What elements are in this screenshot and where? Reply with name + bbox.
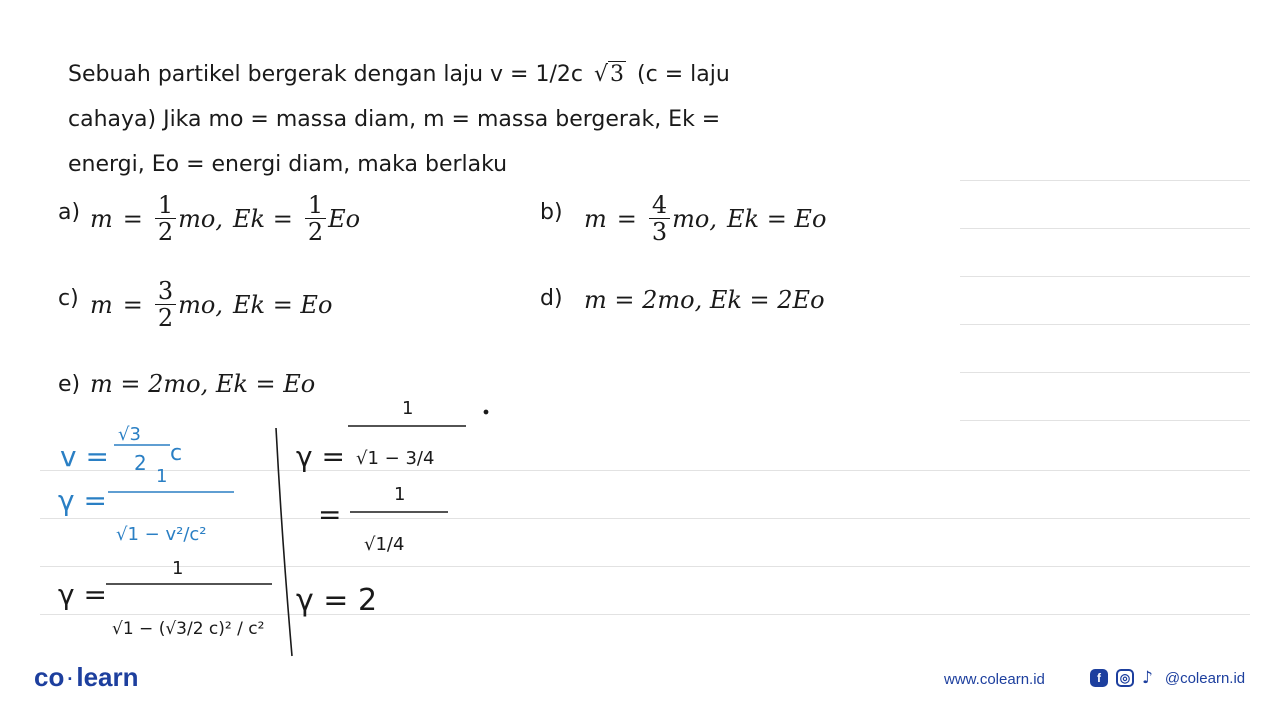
fraction-denominator: 2 bbox=[307, 218, 324, 246]
question-line-2: cahaya) Jika mo = massa diam, m = massa bergerak, Ek = bbox=[68, 107, 721, 132]
logo-co: co bbox=[34, 662, 65, 692]
fraction-denominator: 3 bbox=[651, 218, 668, 246]
social-links bbox=[1090, 668, 1245, 688]
option-c-formula[interactable]: m = $\frac{3}{2}$ mo, Ek = Eo bbox=[90, 277, 333, 332]
option-c-ek: Ek = Eo bbox=[233, 290, 333, 319]
fraction-numerator: 3 bbox=[155, 278, 176, 305]
hw-result: γ = 2 bbox=[296, 583, 378, 618]
hw-right-gamma-1: γ = bbox=[296, 440, 345, 473]
logo-learn: learn bbox=[76, 662, 139, 692]
option-b-m-tail: mo, bbox=[672, 204, 717, 233]
option-a-ek-label: Ek = bbox=[233, 204, 293, 233]
hw-right-1-den: √1 − 3/4 bbox=[356, 448, 435, 469]
option-c-label[interactable]: c) bbox=[58, 286, 79, 311]
question-line-1-start: Sebuah partikel bergerak dengan laju v = 1/2c bbox=[68, 62, 583, 87]
fraction-denominator: 2 bbox=[157, 218, 174, 246]
facebook-icon[interactable]: f bbox=[1090, 669, 1108, 687]
hw-gamma-1: γ = bbox=[58, 484, 107, 517]
hw-right-eq: = bbox=[318, 498, 342, 531]
option-b-ek: Ek = Eo bbox=[727, 204, 827, 233]
fraction-numerator: 1 bbox=[155, 192, 176, 219]
hw-gamma-1-den: √1 − v²/c² bbox=[116, 524, 207, 545]
sqrt-expression: √3 bbox=[593, 62, 625, 87]
option-e-label[interactable]: e) bbox=[58, 372, 81, 397]
fraction-numerator: 1 bbox=[305, 192, 326, 219]
hw-gamma-1-num: 1 bbox=[156, 466, 168, 487]
hw-v-tail: c bbox=[170, 441, 183, 466]
hw-dot bbox=[484, 410, 487, 413]
hw-v-num: √3 bbox=[118, 424, 141, 445]
fraction-numerator: 4 bbox=[649, 192, 670, 219]
website-url[interactable]: www.colearn.id bbox=[944, 671, 1045, 688]
option-a-label[interactable]: a) bbox=[58, 200, 81, 225]
logo-dot: · bbox=[67, 668, 74, 689]
question-line-1-end: (c = laju bbox=[637, 62, 730, 87]
option-d-label[interactable]: d) bbox=[540, 286, 563, 311]
hw-right-2-num: 1 bbox=[394, 484, 406, 505]
option-a-ek-tail: Eo bbox=[328, 204, 361, 233]
social-handle[interactable]: @colearn.id bbox=[1164, 669, 1246, 687]
hw-gamma-2-den: √1 − (√3/2 c)² / c² bbox=[112, 619, 265, 639]
option-c-m-tail: mo, bbox=[178, 290, 223, 319]
tiktok-icon[interactable]: ♪ bbox=[1142, 668, 1153, 688]
hw-divider-line bbox=[276, 428, 292, 656]
option-b-formula[interactable]: m = $\frac{4}{3}$ mo, Ek = Eo bbox=[584, 191, 827, 246]
sqrt-radicand: 3 bbox=[610, 62, 625, 87]
option-d-formula[interactable]: m = 2mo, Ek = 2Eo bbox=[584, 286, 825, 314]
hw-v-eq: v = bbox=[60, 440, 109, 473]
hw-gamma-2-num: 1 bbox=[172, 558, 184, 579]
option-b-label[interactable]: b) bbox=[540, 200, 563, 225]
colearn-logo[interactable] bbox=[34, 662, 139, 693]
hw-gamma-2: γ = bbox=[58, 578, 107, 611]
hw-right-1-num: 1 bbox=[402, 398, 414, 419]
hw-v-den: 2 bbox=[134, 451, 147, 475]
question-line-3: energi, Eo = energi diam, maka berlaku bbox=[68, 152, 508, 177]
option-a-m-tail: mo, bbox=[178, 204, 223, 233]
option-e-formula[interactable]: m = 2mo, Ek = Eo bbox=[90, 370, 316, 398]
option-a-formula[interactable]: m = $\frac{1}{2}$ mo, Ek = $\frac{1}{2}$ Eo bbox=[90, 191, 361, 246]
instagram-icon[interactable]: ◎ bbox=[1116, 669, 1134, 687]
hw-right-2-den: √1/4 bbox=[364, 534, 405, 555]
fraction-denominator: 2 bbox=[157, 304, 174, 332]
